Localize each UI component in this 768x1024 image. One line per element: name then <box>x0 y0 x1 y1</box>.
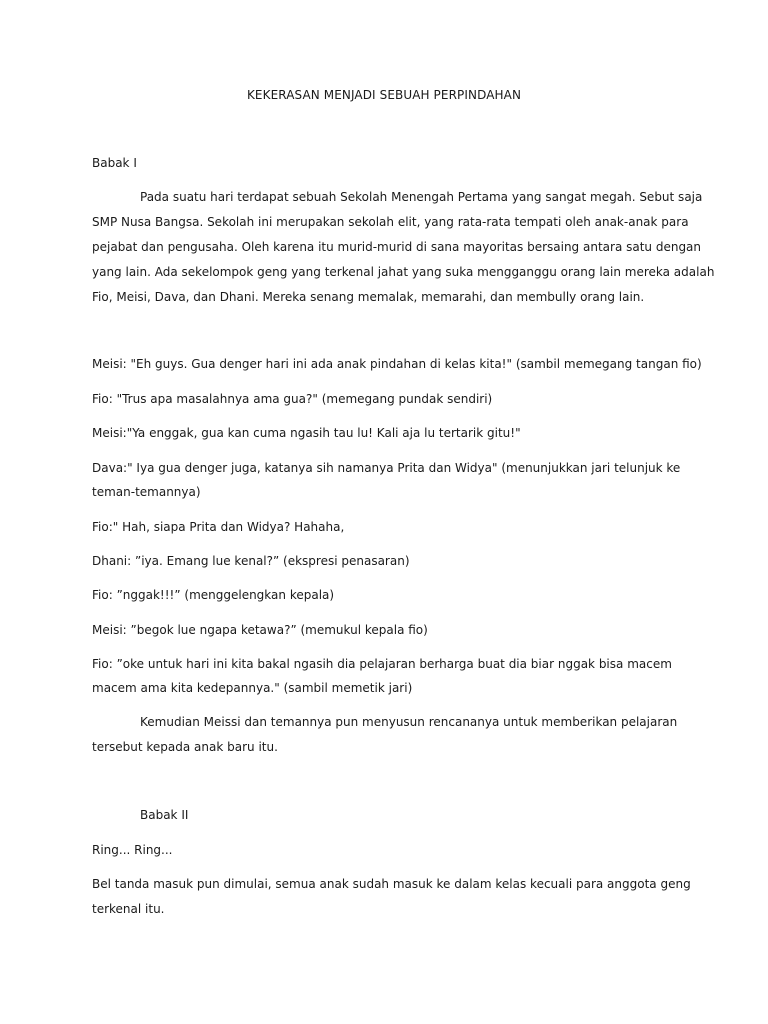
paragraph-line: Pada suatu hari terdapat sebuah Sekolah Menengah Pertama yang sangat megah. Sebut saja <box>140 190 703 204</box>
dialogue-line: Dhani: ”iya. Emang lue kenal?” (ekspresi penasaran) <box>92 554 410 568</box>
section-heading: Babak I <box>92 156 137 170</box>
paragraph-line: Kemudian Meissi dan temannya pun menyusun rencananya untuk memberikan pelajaran <box>140 715 678 729</box>
paragraph-line: tersebut kepada anak baru itu. <box>92 740 278 754</box>
dialogue-line: Meisi: "Eh guys. Gua denger hari ini ada anak pindahan di kelas kita!" (sambil memegang tangan fio) <box>92 357 702 371</box>
dialogue-line: Fio:" Hah, siapa Prita dan Widya? Hahaha, <box>92 520 345 534</box>
paragraph-line: Bel tanda masuk pun dimulai, semua anak sudah masuk ke dalam kelas kecuali para anggota geng <box>92 877 691 891</box>
dialogue-line: Dava:" Iya gua denger juga, katanya sih namanya Prita dan Widya" (menunjukkan jari telunjuk ke <box>92 461 681 475</box>
dialogue-line: Fio: "Trus apa masalahnya ama gua?" (memegang pundak sendiri) <box>92 392 493 406</box>
paragraph-line: terkenal itu. <box>92 902 165 916</box>
dialogue-line: Fio: ”nggak!!!” (menggelengkan kepala) <box>92 588 335 602</box>
paragraph-line: Ring... Ring... <box>92 843 173 857</box>
document-title: KEKERASAN MENJADI SEBUAH PERPINDAHAN <box>246 88 522 102</box>
paragraph-line: SMP Nusa Bangsa. Sekolah ini merupakan sekolah elit, yang rata-rata tempati oleh anak-anak para <box>92 215 689 229</box>
dialogue-line: teman-temannya) <box>92 485 201 499</box>
paragraph-line: yang lain. Ada sekelompok geng yang terkenal jahat yang suka mengganggu orang lain mereka adalah <box>92 265 715 279</box>
paragraph-line: pejabat dan pengusaha. Oleh karena itu murid-murid di sana mayoritas bersaing antara satu dengan <box>92 240 702 254</box>
dialogue-line: Meisi: ”begok lue ngapa ketawa?” (memukul kepala fio) <box>92 623 428 637</box>
paragraph-line: Fio, Meisi, Dava, dan Dhani. Mereka senang memalak, memarahi, dan membully orang lain. <box>92 290 645 304</box>
dialogue-line: Meisi:"Ya enggak, gua kan cuma ngasih tau lu! Kali aja lu tertarik gitu!" <box>92 426 521 440</box>
dialogue-line: Fio: ”oke untuk hari ini kita bakal ngasih dia pelajaran berharga buat dia biar nggak bisa macem <box>92 657 672 671</box>
dialogue-line: macem ama kita kedepannya." (sambil memetik jari) <box>92 681 413 695</box>
section-heading: Babak II <box>140 808 189 822</box>
